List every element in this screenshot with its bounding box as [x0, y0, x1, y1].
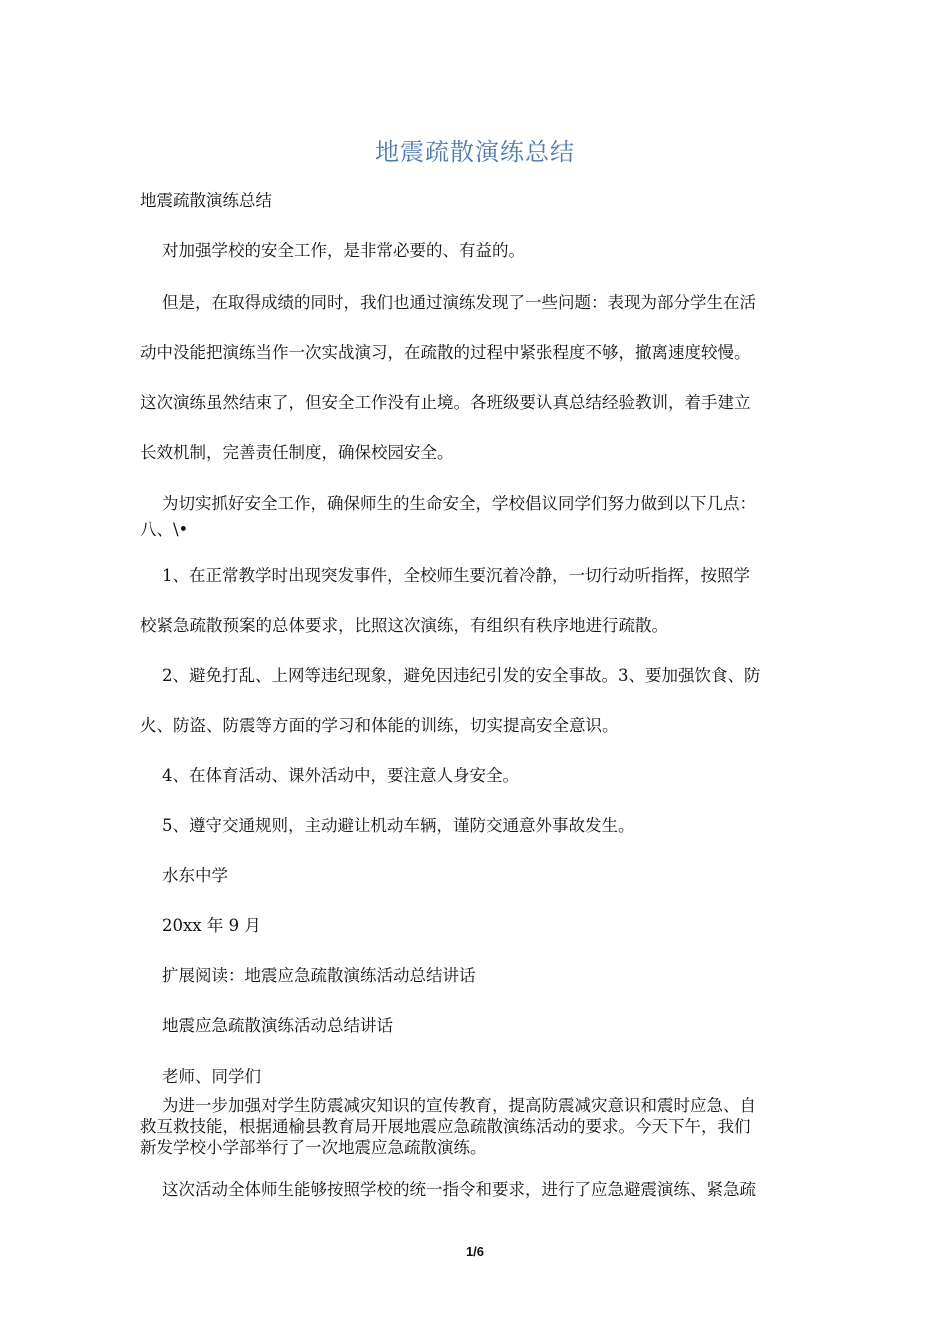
paragraph-line: 八、\•: [140, 520, 189, 539]
page-number: 1/6: [465, 1244, 485, 1259]
paragraph-line: 对加强学校的安全工作，是非常必要的、有益的。: [162, 241, 525, 260]
paragraph-line: 长效机制，完善责任制度，确保校园安全。: [140, 443, 454, 462]
list-item-line: 2、避免打乱、上网等违纪现象，避免因违纪引发的安全事故。3、要加强饮食、防: [162, 666, 761, 685]
list-item-line: 校紧急疏散预案的总体要求，比照这次演练，有组织有秩序地进行疏散。: [140, 616, 668, 635]
extended-reading-line: 扩展阅读：地震应急疏散演练活动总结讲话: [162, 966, 476, 985]
paragraph-line: 但是，在取得成绩的同时，我们也通过演练发现了一些问题：表现为部分学生在活: [162, 293, 756, 312]
paragraph-line: 新发学校小学部举行了一次地震应急疏散演练。: [140, 1138, 487, 1157]
list-item-line: 5、遵守交通规则，主动避让机动车辆，谨防交通意外事故发生。: [162, 816, 635, 835]
list-item-line: 4、在体育活动、课外活动中，要注意人身安全。: [162, 766, 519, 785]
paragraph-line: 动中没能把演练当作一次实战演习，在疏散的过程中紧张程度不够，撤离速度较慢。: [140, 343, 751, 362]
school-name: 水东中学: [162, 866, 228, 885]
document-title: 地震疏散演练总结: [375, 138, 575, 166]
document-date: 20xx 年 9 月: [162, 916, 261, 935]
list-item-line: 火、防盗、防震等方面的学习和体能的训练，切实提高安全意识。: [140, 716, 619, 735]
paragraph-line: 为进一步加强对学生防震减灾知识的宣传教育，提高防震减灾意识和震时应急、自: [162, 1096, 756, 1115]
dense-paragraph: [140, 1095, 830, 1158]
paragraph-line: 这次活动全体师生能够按照学校的统一指令和要求，进行了应急避震演练、紧急疏: [162, 1180, 756, 1199]
list-item-line: 1、在正常教学时出现突发事件，全校师生要沉着冷静，一切行动听指挥，按照学: [162, 566, 750, 585]
section-heading: 地震应急疏散演练活动总结讲话: [162, 1016, 393, 1035]
subtitle-line: 地震疏散演练总结: [140, 191, 272, 210]
paragraph-line: 救互救技能，根据通榆县教育局开展地震应急疏散演练活动的要求。今天下午，我们: [140, 1117, 751, 1136]
paragraph-line: 为切实抓好安全工作，确保师生的生命安全，学校倡议同学们努力做到以下几点：: [162, 494, 756, 513]
paragraph-line: 这次演练虽然结束了，但安全工作没有止境。各班级要认真总结经验教训，着手建立: [140, 393, 751, 412]
salutation: 老师、同学们: [162, 1067, 261, 1086]
